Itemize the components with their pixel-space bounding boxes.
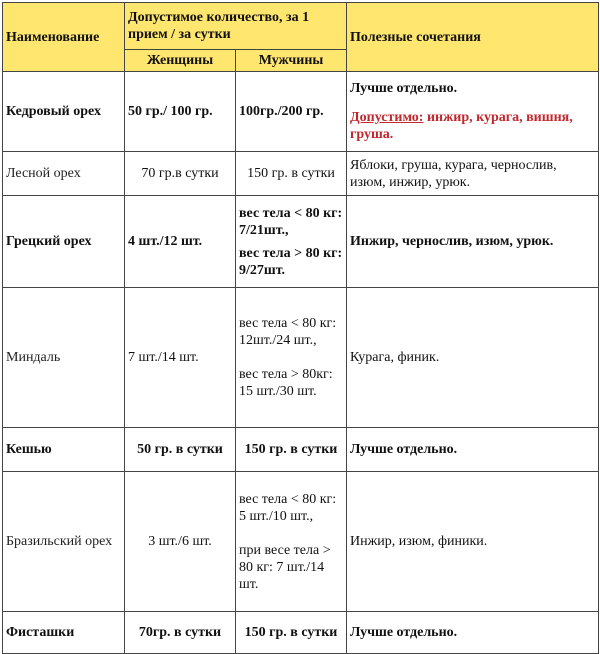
allowed-label: Допустимо: bbox=[350, 110, 424, 125]
nut-name: Кешью bbox=[3, 428, 125, 472]
combinations-cell: Курага, финик. bbox=[347, 288, 599, 428]
women-amount: 50 гр. в сутки bbox=[125, 428, 236, 472]
combinations-cell: Лучше отдельно. bbox=[347, 612, 599, 654]
allowed-items: инжир, курага, вишня, груша. bbox=[350, 110, 573, 142]
table-row bbox=[3, 152, 599, 196]
men-amount: 150 гр. в сутки bbox=[236, 152, 347, 196]
men-amount-heavy: вес тела > 80 кг: 9/27шт. bbox=[239, 245, 343, 278]
header-allowed-amount: Допустимое количество, за 1 прием / за сутки bbox=[125, 3, 347, 50]
nut-name: Фисташки bbox=[3, 612, 125, 654]
table-row bbox=[3, 472, 599, 612]
table-row bbox=[3, 72, 599, 152]
table-row bbox=[3, 196, 599, 288]
nut-name: Бразильский орех bbox=[3, 472, 125, 612]
header-women: Женщины bbox=[125, 50, 236, 72]
table-row bbox=[3, 428, 599, 472]
header-row bbox=[3, 3, 599, 50]
men-amount-light: вес тела < 80 кг: 5 шт./10 шт., bbox=[239, 491, 337, 524]
combinations-cell bbox=[347, 72, 599, 152]
nut-name: Лесной орех bbox=[3, 152, 125, 196]
men-amount: 100гр./200 гр. bbox=[236, 72, 347, 152]
header-men: Мужчины bbox=[236, 50, 347, 72]
header-name: Наименование bbox=[3, 3, 125, 72]
combinations-cell: Инжир, изюм, финики. bbox=[347, 472, 599, 612]
table-row bbox=[3, 288, 599, 428]
combinations-cell: Яблоки, груша, курага, чернослив, изюм, инжир, урюк. bbox=[347, 152, 599, 196]
combinations-cell: Инжир, чернослив, изюм, урюк. bbox=[347, 196, 599, 288]
header-combinations: Полезные сочетания bbox=[347, 3, 599, 72]
nut-name: Грецкий орех bbox=[3, 196, 125, 288]
table-row bbox=[3, 612, 599, 654]
men-amount: 150 гр. в сутки bbox=[236, 612, 347, 654]
combo-allowed bbox=[350, 109, 595, 143]
men-amount: 150 гр. в сутки bbox=[236, 428, 347, 472]
women-amount: 3 шт./6 шт. bbox=[125, 472, 236, 612]
women-amount: 70 гр.в сутки bbox=[125, 152, 236, 196]
nut-name: Кедровый орех bbox=[3, 72, 125, 152]
combinations-cell: Лучше отдельно. bbox=[347, 428, 599, 472]
women-amount: 70гр. в сутки bbox=[125, 612, 236, 654]
men-amount-light: вес тела < 80 кг: 12шт./24 шт., bbox=[239, 316, 337, 348]
women-amount: 7 шт./14 шт. bbox=[125, 288, 236, 428]
women-amount: 50 гр./ 100 гр. bbox=[125, 72, 236, 152]
men-amount-cell bbox=[236, 196, 347, 288]
women-amount: 4 шт./12 шт. bbox=[125, 196, 236, 288]
nuts-table bbox=[2, 2, 599, 654]
men-amount-light: вес тела < 80 кг: 7/21шт., bbox=[239, 205, 343, 238]
men-amount-cell bbox=[236, 472, 347, 612]
combo-main: Лучше отдельно. bbox=[350, 81, 458, 96]
men-amount-heavy: вес тела > 80кг: 15 шт./30 шт. bbox=[239, 367, 333, 399]
men-amount-cell bbox=[236, 288, 347, 428]
men-amount-heavy: при весе тела > 80 кг: 7 шт./14 шт. bbox=[239, 542, 331, 592]
nut-name: Миндаль bbox=[3, 288, 125, 428]
